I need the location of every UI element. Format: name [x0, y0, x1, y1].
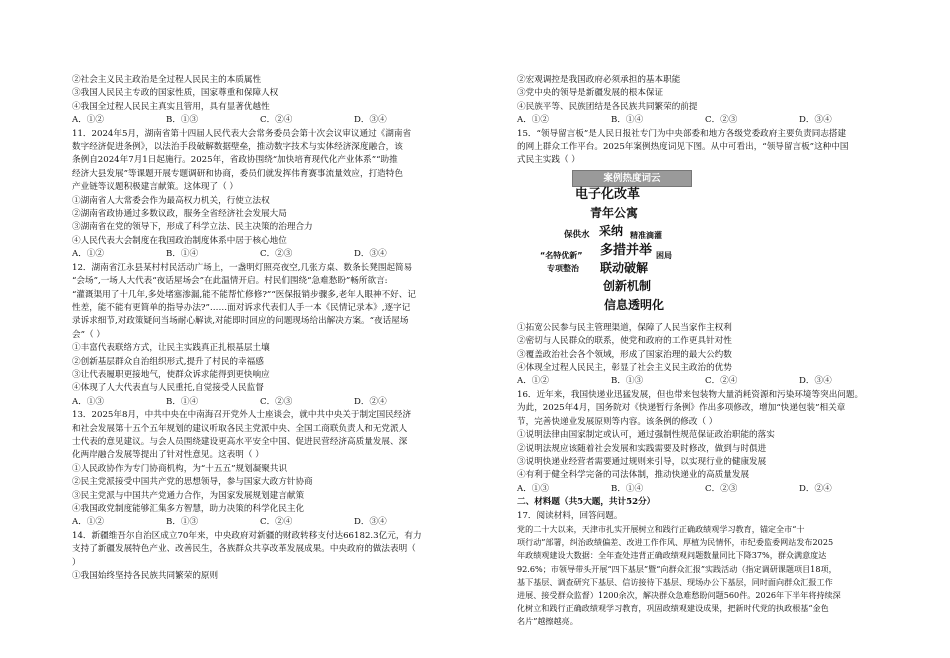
word-cloud-word: 联动破解 [600, 260, 649, 275]
answer-option: D．③④ [799, 115, 832, 126]
question-text-line: 产业链等议题积极建言献策。这体现了（ ） [72, 182, 239, 193]
word-cloud-word: 保供水 [564, 229, 590, 240]
question-text-line: ②说明法规应该随着社会发展和实践需要及时修改，做到与时俱进 [517, 443, 767, 454]
question-text-line: ④体现全过程人民民主，彰显了社会主义民主政治的优势 [517, 363, 732, 374]
material-text-line: 名片”越擦越亮。 [517, 616, 578, 627]
question-text-line: 的网上群众工作平台。2025年案例热度词见下图。从中可看出，“领导留言板”这种中国 [517, 142, 849, 153]
question-text-line: 数字经济促进条例》，以法治手段破解数据壁垒，推动数字技术与实体经济深度融合，该 [72, 142, 403, 153]
question-text-line: 14．新疆维吾尔自治区成立70年来，中央政府对新疆的财政转移支付达66182.3亿元，有力 [72, 530, 422, 541]
question-text-line: ②创新基层群众自治组织形式,提升了村民的幸福感 [72, 356, 264, 367]
answer-option: D．③④ [354, 115, 387, 126]
question-text-line: 式民主实践（ ） [517, 155, 580, 166]
answer-option: B．①③ [166, 517, 199, 528]
question-text-line: ④人民代表大会制度在我国政治制度体系中居于核心地位 [72, 235, 287, 246]
question-text-line: ①丰富代表联络方式，让民主实践真正扎根基层土壤 [72, 343, 270, 354]
answer-option: A．①② [517, 376, 549, 387]
answer-options [517, 375, 895, 388]
question-text-line: ①湖南省人大常委会作为最高权力机关，行使立法权 [72, 195, 270, 206]
material-text-line: 化树立和践行正确政绩观学习教育，巩固政绩观建设成果，把新时代党的执政根基“金色 [517, 603, 829, 614]
question-text-line: 士代表的意见建议。与会人员围绕建设更高水平安全中国、促进民营经济高质量发展、深 [72, 436, 408, 447]
answer-options [72, 396, 450, 409]
question-text-line: 为此，2025年4月，国务院对《快递暂行条例》作出多项修改，增加“快递包装”相关章 [517, 403, 846, 414]
answer-option: D．③④ [799, 376, 832, 387]
question-text-line: ①说明法律由国家制定或认可，通过强制性规范保证政治职能的落实 [517, 430, 775, 441]
answer-option: A．①② [72, 517, 104, 528]
answer-option: C．②③ [260, 249, 293, 260]
question-text-line: 节，完善快递业发展原则等内容。该条例的修改（ ） [517, 416, 718, 427]
question-text-line: ②社会主义民主政治是全过程人民民主的本质属性 [72, 75, 262, 85]
question-text-line: ③说明快递业经营者需要通过规则来引导，以实现行业的健康发展 [517, 456, 767, 467]
question-text-line: 条例自2024年7月1日起施行。2025年，省政协围绕“加快培育现代化产业体系”“助推 [72, 155, 398, 166]
question-text-line: “会场”,一场人大代表“夜话屋场会”在此温情开启。村民们围绕“急难愁盼”畅所欲言: [72, 276, 388, 287]
word-cloud-word: 专项整治 [547, 263, 579, 273]
answer-options [517, 483, 895, 496]
material-text-line: 项行动”部署，纠治政绩偏差、改进工作作风、厚植为民情怀，市纪委监委网站发布2025 [517, 537, 834, 548]
question-text-line: 会”（ ） [72, 329, 105, 340]
answer-option: D．③④ [354, 517, 387, 528]
answer-option: A．①③ [72, 396, 104, 407]
answer-option: C．②④ [705, 376, 738, 387]
question-text-line: ①人民政协作为专门协商机构，为“十五五”规划凝聚共识 [72, 463, 288, 474]
question-text-line: ④民族平等、民族团结是各民族共同繁荣的前提 [517, 101, 698, 112]
answer-option: A．①③ [517, 483, 549, 494]
question-text-line: “灌溉渠用了十几年,多处堵塞渗漏,能不能帮忙修修?”“医保报销步骤多,老年人眼神不好、记 [72, 289, 416, 300]
answer-option: B．①④ [611, 115, 644, 126]
question-text-line: ②宏观调控是我国政府必须承担的基本职能 [517, 75, 681, 85]
section-heading: 二、材料题（共5大题，共计52分） [517, 497, 656, 508]
answer-option: C．②③ [705, 115, 738, 126]
answer-options [72, 516, 450, 529]
answer-option: A．①② [72, 249, 104, 260]
material-text-line: 年政绩观建设大数据：全年查处违背正确政绩观问题数量同比下降37%，群众满意度达 [517, 550, 827, 561]
answer-option: B．①④ [166, 396, 199, 407]
question-text-line: 11．2024年5月，湖南省第十四届人民代表大会常务委员会第十次会议审议通过《湖南省 [72, 128, 412, 139]
word-cloud-word: 青年公寓 [590, 205, 639, 220]
question-text-line: 15．“领导留言板”是人民日报社专门为中央部委和地方各级党委政府主要负责同志搭建 [517, 128, 847, 139]
answer-option: A．①② [72, 115, 104, 126]
answer-option: B．①④ [166, 249, 199, 260]
question-text-line: ④体现了人大代表直与人民重托,自觉接受人民监督 [72, 383, 264, 394]
word-cloud-word: 困局 [656, 250, 672, 260]
question-text-line: ③我国人民民主专政的国家性质，国家尊重和保障人权 [72, 88, 279, 99]
question-text-line: ③覆盖政治社会各个领域，形成了国家治理的最大公约数 [517, 349, 732, 360]
question-text-line: 支持了新疆发展特色产业、改善民生，各族群众共享改革发展成果。中央政府的做法表明（ [72, 544, 416, 555]
left-column [72, 74, 450, 583]
answer-option: C．②④ [260, 517, 293, 528]
question-text-line: ②民主党派接受中国共产党的思想领导，参与国家大政方针协商 [72, 477, 313, 488]
question-text-line: ④我国全过程人民民主真实且管用，具有显著优越性 [72, 101, 270, 112]
question-text-line: 12．湖南省江永县某村村民活动广场上，一盏明灯照亮夜空,几张方桌、数条长凳围起简易 [72, 262, 413, 273]
answer-option: C．②③ [260, 396, 293, 407]
word-cloud-title: 案例热度词云 [572, 170, 692, 187]
word-cloud-word: 电子化改革 [575, 186, 641, 202]
answer-option: D．②④ [799, 483, 832, 494]
word-cloud-word: 精准滴灌 [630, 230, 662, 240]
question-text-line: ①我国始终坚持各民族共同繁荣的原则 [72, 571, 219, 582]
question-text-line: 16．近年来，我国快递业迅猛发展，但也带来包装物大量消耗资源和污染环境等突出问题。 [517, 389, 864, 400]
question-text-line: ②湖南省政协通过多数议政，服务全省经济社会发展大局 [72, 209, 287, 220]
word-cloud-word: 信息透明化 [604, 297, 665, 312]
answer-option: C．②③ [705, 483, 738, 494]
word-cloud-word: 创新机制 [603, 278, 652, 293]
question-text-line: 化两岸融合发展等提出了针对性意见。这表明（ ） [72, 450, 264, 461]
answer-option: C．②④ [260, 115, 293, 126]
material-text-line: 基下基层、调查研究下基层、信访接待下基层、现场办公下基层，同时面向群众汇报工作 [517, 576, 833, 587]
answer-option: B．①③ [166, 115, 199, 126]
answer-option: A．①② [517, 115, 549, 126]
question-text-line: 经济大县发展”等课题开展专题调研和协商，委员们就发挥伟育赛事流量效应，打造特色 [72, 168, 403, 179]
answer-option: D．②④ [354, 396, 387, 407]
question-text-line: ②密切与人民群众的联系，使党和政府的工作更具针对性 [517, 336, 732, 347]
answer-option: D．③④ [354, 249, 387, 260]
word-cloud-word: 采纳 [599, 223, 624, 238]
word-cloud-figure [532, 170, 732, 320]
answer-options [72, 114, 450, 127]
material-text-line: 进展、接受群众监督）1200余次，解决群众急难愁盼问题560件。2026年下半年将持续深 [517, 589, 841, 600]
answer-options [517, 114, 895, 127]
question-text-line: ①拓宽公民参与民主管理渠道，保障了人民当家作主权利 [517, 322, 732, 333]
word-cloud-word: 多措并举 [600, 242, 653, 258]
material-text-line: 党的二十大以来，天津市扎实开展树立和践行正确政绩观学习教育，锚定全市“十 [517, 523, 805, 534]
question-text-line: 性差，能不能有更简单的指导办法?”……面对诉求代表们人手一本《民情记录本》,逐字记 [72, 302, 411, 313]
question-text-line: ③湖南省在党的领导下，形成了科学立法、民主决策的治理合力 [72, 222, 313, 233]
answer-options [72, 248, 450, 261]
question-text-line: 录诉求细节,对政策疑问当场耐心解读,对能即时回应的问题现场给出解决方案。“夜话屋场 [72, 316, 409, 327]
question-text-line: ④有利于健全科学完备的司法体制，推动快递业的高质量发展 [517, 470, 750, 481]
word-cloud-word: “名特优新” [540, 250, 583, 260]
material-text-line: 92.6%；市领导带头开展“四下基层”暨“向群众汇报”实践活动（指定调研课题项目18项， [517, 563, 837, 574]
question-text-line: ③让代表履职更接地气，使群众诉求能得到更快响应 [72, 369, 270, 380]
answer-option: B．①④ [611, 483, 644, 494]
question-text-line: 和社会发展第十五个五年规划的建议听取各民主党派中央、全国工商联负责人和无党派人 [72, 423, 408, 434]
question-text-line: 17．阅读材料，回答问题。 [517, 510, 623, 521]
question-text-line: ③党中央的领导是新疆发展的根本保证 [517, 88, 664, 99]
question-text-line: ③民主党派与中国共产党通力合作，为国家发展规划建言献策 [72, 490, 305, 501]
question-text-line: 13．2025年8月，中共中央在中南海召开党外人士座谈会，就中共中央关于制定国民经济 [72, 410, 412, 421]
question-text-line: ） [72, 557, 81, 568]
question-text-line: ④我国政党制度能够汇集多方智慧，助力决策的科学化民主化 [72, 504, 305, 514]
answer-option: B．①③ [611, 376, 644, 387]
right-column [517, 74, 895, 629]
